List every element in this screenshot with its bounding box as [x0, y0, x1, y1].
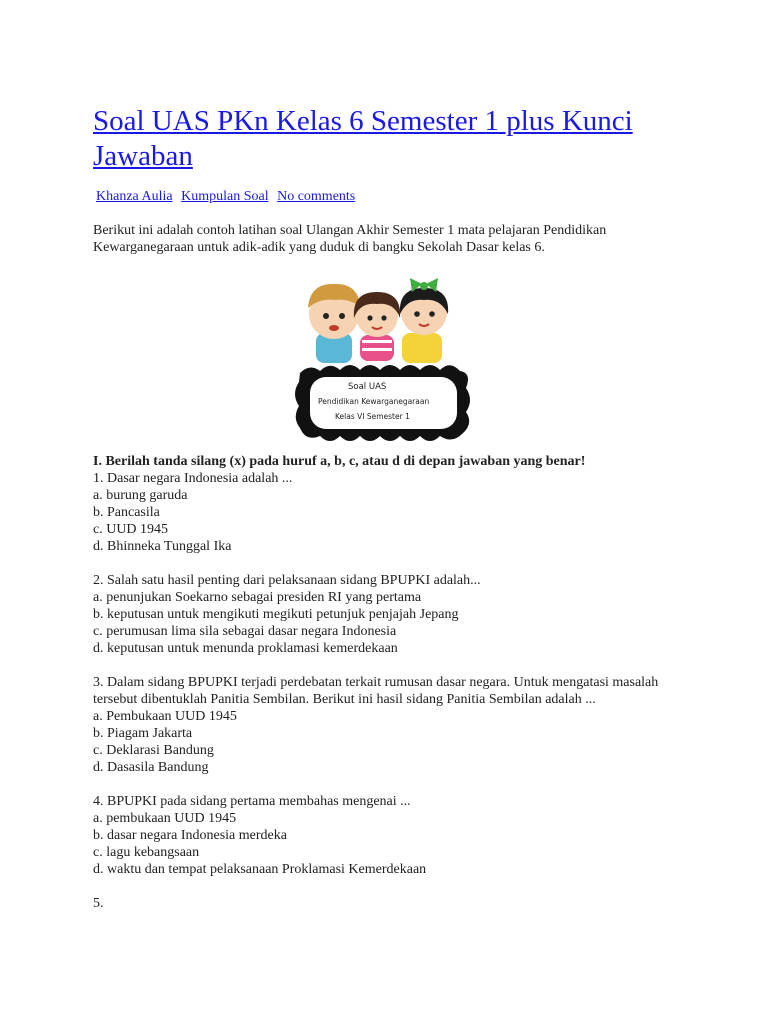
- question-item: [93, 470, 703, 555]
- question-item: [93, 674, 703, 776]
- answer-option: b. Pancasila: [93, 505, 160, 520]
- girl-figure: [354, 292, 400, 361]
- answer-option: d. Bhinneka Tunggal Ika: [93, 539, 232, 554]
- article-title-link[interactable]: Soal UAS PKn Kelas 6 Semester 1 plus Kunci Jawaban: [93, 105, 633, 172]
- comments-link[interactable]: No comments: [277, 189, 356, 204]
- image-caption-line2: Pendidikan Kewarganegaraan: [318, 397, 430, 406]
- question-text: 5.: [93, 896, 104, 911]
- girl-bow-figure: [400, 278, 448, 363]
- kids-illustration: [290, 278, 475, 448]
- answer-option: c. Deklarasi Bandung: [93, 743, 214, 758]
- question-text: 2. Salah satu hasil penting dari pelaksanaan sidang BPUPKI adalah...: [93, 573, 481, 588]
- answer-option: b. Piagam Jakarta: [93, 726, 193, 741]
- question-text: 3. Dalam sidang BPUPKI terjadi perdebatan terkait rumusan dasar negara. Untuk mengatasi masalah tersebut dibentuklah Panitia Sembilan. Berikut ini hasil sidang Panitia Sembilan adalah ...: [93, 675, 659, 707]
- answer-option: d. Dasasila Bandung: [93, 760, 209, 775]
- category-link[interactable]: Kumpulan Soal: [181, 189, 269, 204]
- answer-option: a. burung garuda: [93, 488, 188, 503]
- answer-option: a. Pembukaan UUD 1945: [93, 709, 237, 724]
- section-heading: I. Berilah tanda silang (x) pada huruf a, b, c, atau d di depan jawaban yang benar!: [93, 454, 586, 469]
- question-text: 4. BPUPKI pada sidang pertama membahas mengenai ...: [93, 794, 411, 809]
- answer-option: a. penunjukan Soekarno sebagai presiden RI yang pertama: [93, 590, 422, 605]
- question-item: [93, 895, 703, 912]
- author-link[interactable]: Khanza Aulia: [96, 189, 173, 204]
- answer-option: d. keputusan untuk menunda proklamasi kemerdekaan: [93, 641, 398, 656]
- question-text: 1. Dasar negara Indonesia adalah ...: [93, 471, 293, 486]
- answer-option: d. waktu dan tempat pelaksanaan Proklamasi Kemerdekaan: [93, 862, 427, 877]
- image-caption-line1: Soal UAS: [348, 382, 387, 392]
- question-item: [93, 793, 703, 878]
- answer-option: a. pembukaan UUD 1945: [93, 811, 237, 826]
- intro-paragraph: Berikut ini adalah contoh latihan soal Ulangan Akhir Semester 1 mata pelajaran Pendidikan Kewarganegaraan untuk adik-adik yang duduk di bangku Sekolah Dasar kelas 6.: [93, 223, 607, 255]
- image-caption-line3: Kelas VI Semester 1: [335, 412, 410, 421]
- answer-option: c. UUD 1945: [93, 522, 169, 537]
- question-item: [93, 572, 703, 657]
- answer-option: b. keputusan untuk mengikuti megikuti petunjuk penjajah Jepang: [93, 607, 459, 622]
- post-meta: [96, 188, 360, 206]
- answer-option: b. dasar negara Indonesia merdeka: [93, 828, 287, 843]
- question-list: [93, 453, 703, 929]
- boy-figure: [308, 284, 360, 363]
- answer-option: c. perumusan lima sila sebagai dasar negara Indonesia: [93, 624, 397, 639]
- answer-option: c. lagu kebangsaan: [93, 845, 200, 860]
